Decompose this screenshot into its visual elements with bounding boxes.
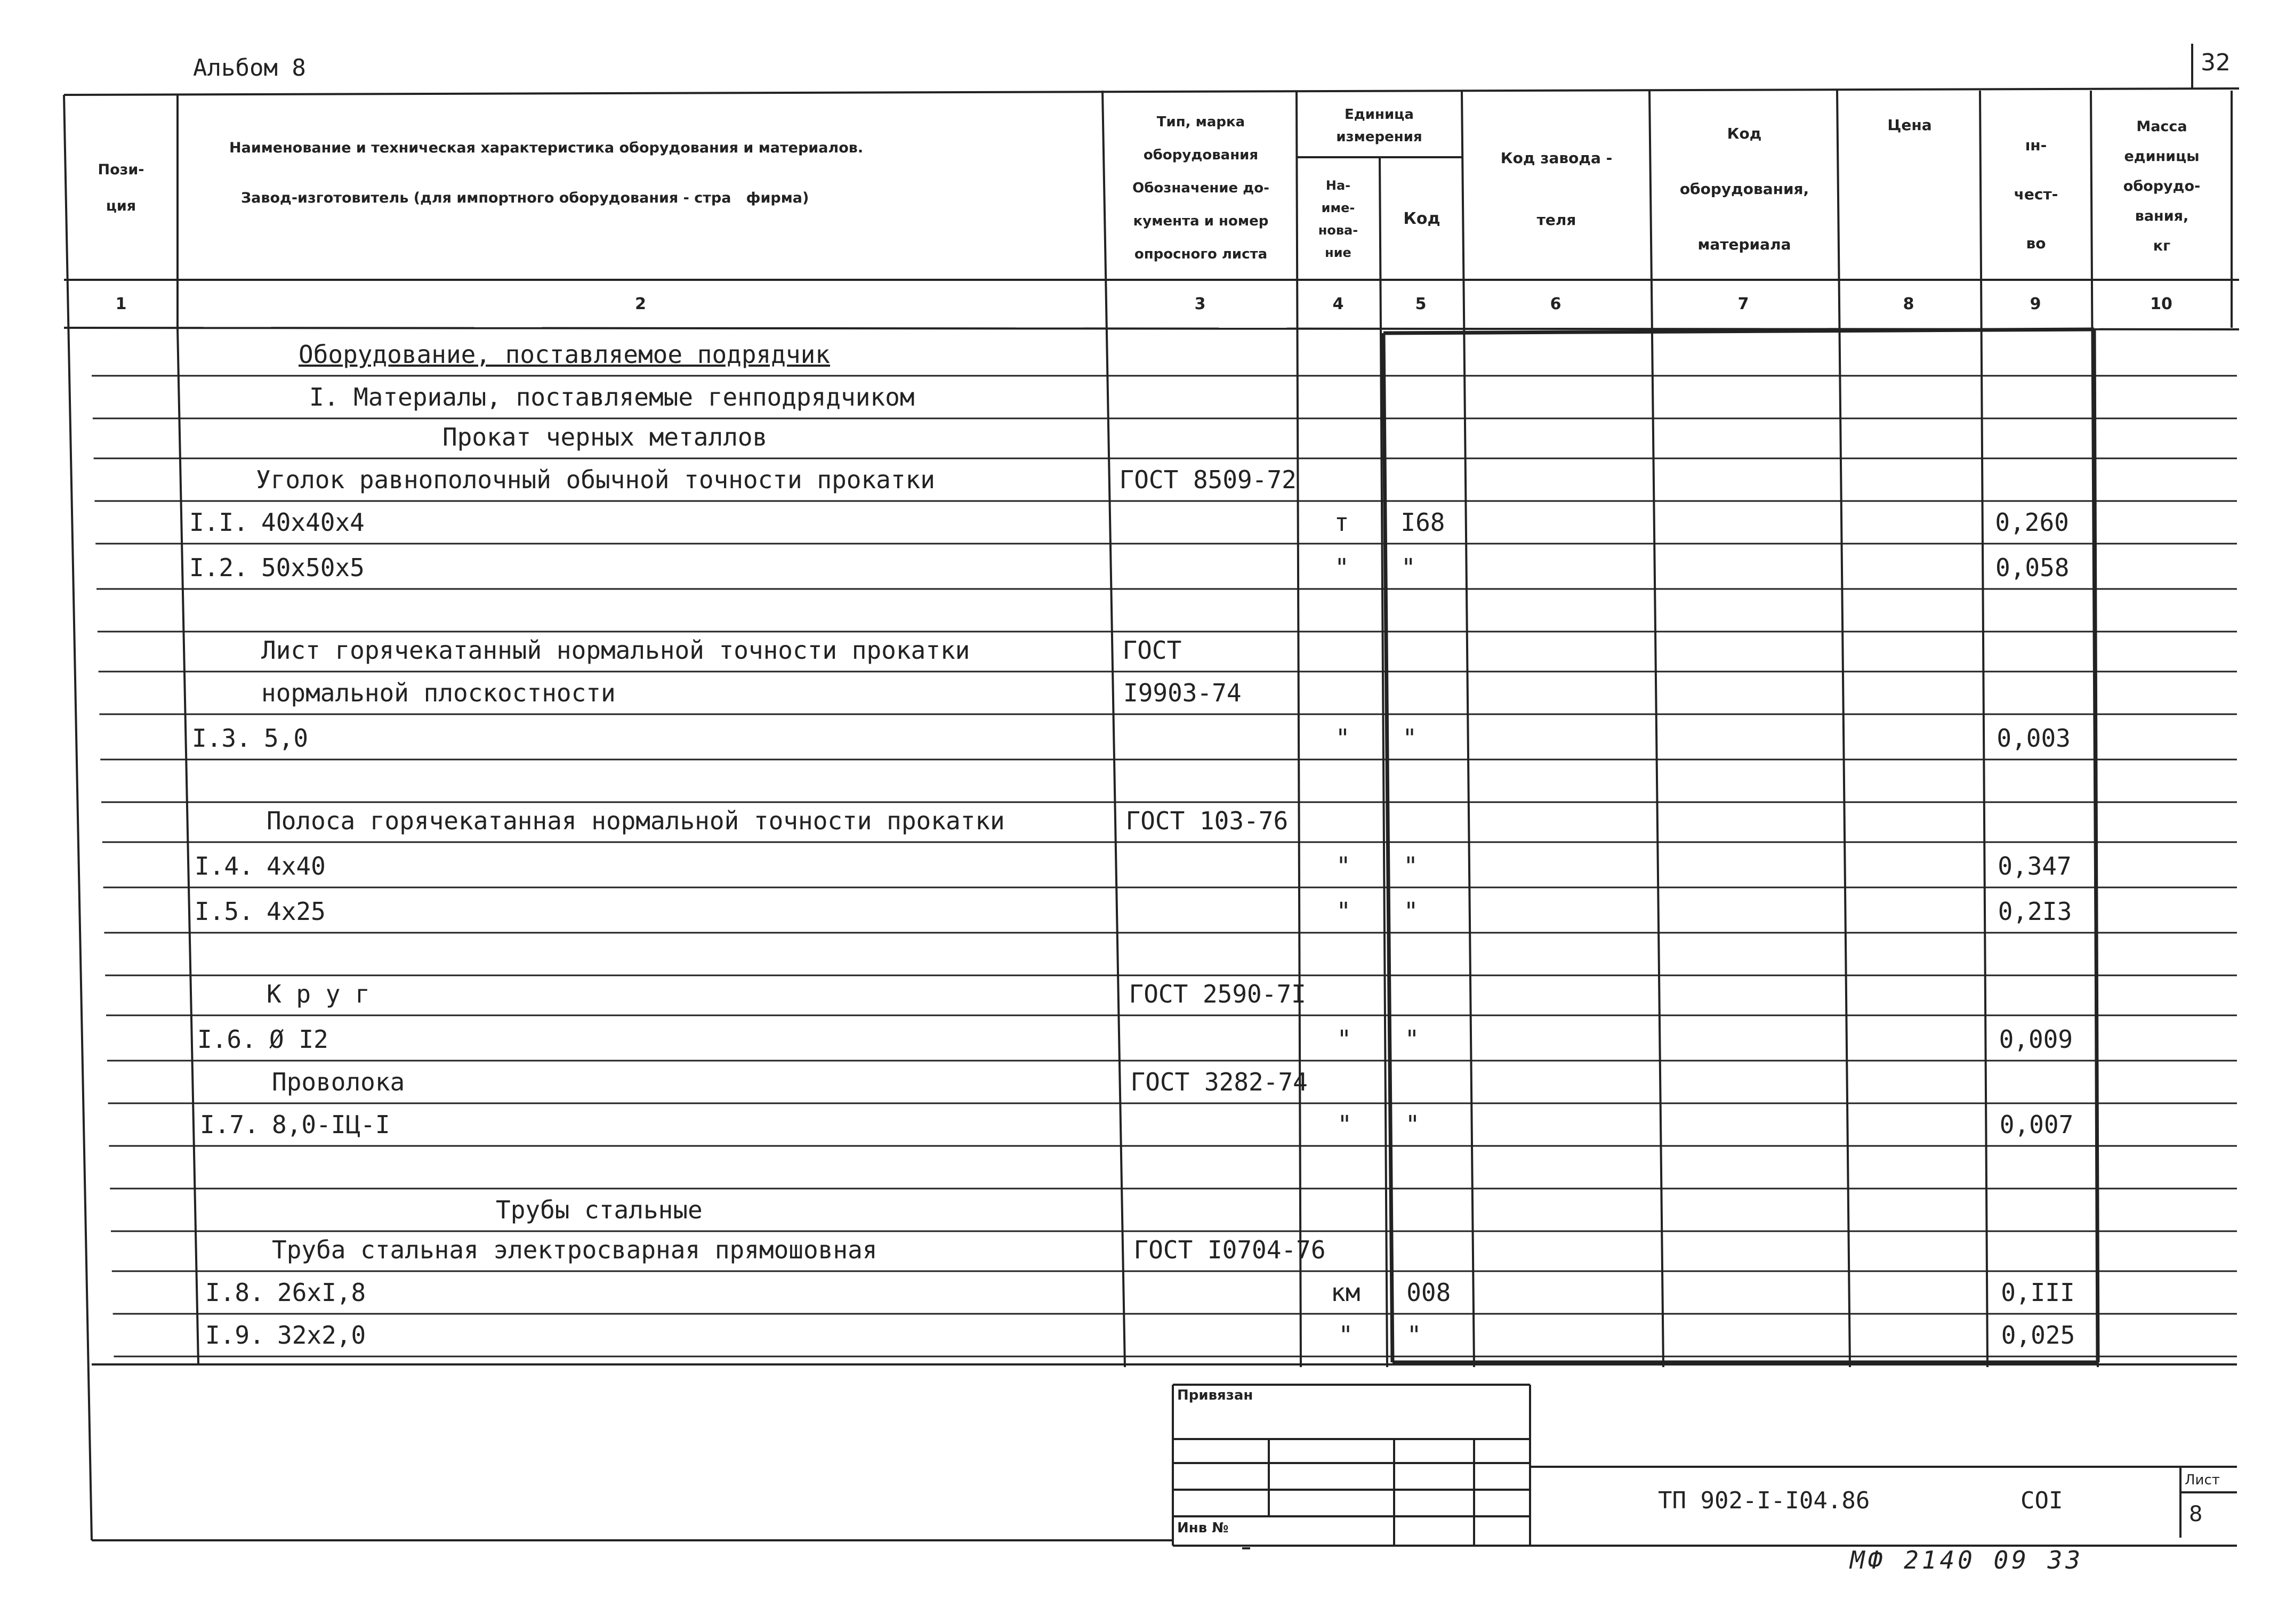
table-row [0, 890, 2286, 933]
table-row [0, 546, 2286, 589]
row-quantity: 0,003 [1997, 724, 2071, 753]
table-row [0, 717, 2286, 760]
row-unit [1328, 416, 1355, 458]
header-type: Тип, марка оборудования Обозначение до- кумента и номер опросного листа [1132, 114, 1269, 262]
table-row [0, 333, 2286, 376]
table-row [0, 1314, 2286, 1356]
col-number-10: 10 [2150, 295, 2172, 313]
table-row [0, 1018, 2286, 1061]
row-unit-code: " [1406, 1321, 1422, 1350]
header-unit-name: На- име- нова- ние [1318, 177, 1358, 260]
table-row [0, 458, 2286, 501]
header-factory-code: Код завода - теля [1500, 149, 1613, 229]
row-unit-code: " [1401, 553, 1416, 582]
row-unit-code: " [1403, 852, 1418, 880]
row-name: Оборудование, поставляемое подрядчик [299, 340, 830, 369]
table-row [0, 760, 2286, 802]
table-row [0, 501, 2286, 544]
row-position: I.7. [200, 1110, 259, 1139]
row-unit-code: " [1404, 1025, 1420, 1054]
row-unit: " [1338, 1321, 1354, 1350]
header-unit: Единица измерения [1336, 107, 1422, 145]
stamp-inv-label: Инв № [1177, 1520, 1229, 1536]
row-unit [1329, 672, 1356, 714]
col-number-4: 4 [1332, 295, 1344, 313]
row-name: Прокат черных металлов [442, 423, 768, 451]
table-row [0, 589, 2286, 632]
row-quantity: 0,009 [1999, 1025, 2073, 1054]
table-row [0, 672, 2286, 714]
table-row [0, 799, 2286, 842]
row-document: ГОСТ 3282-74 [1130, 1068, 1308, 1096]
header-name-line2: Завод-изготовитель (для импортного оборудования - стра фирма) [241, 190, 809, 206]
row-unit [1332, 1229, 1358, 1271]
row-name: 8,0-IЦ-I [272, 1110, 390, 1139]
col-number-2: 2 [635, 295, 646, 313]
row-unit [1332, 1146, 1358, 1189]
row-unit [1331, 1061, 1358, 1103]
row-unit-code: " [1405, 1110, 1420, 1139]
table-row [0, 1103, 2286, 1146]
row-quantity: 0,260 [1995, 508, 2069, 537]
stamp-section: COI [2021, 1487, 2063, 1514]
row-position: I.4. [195, 852, 254, 880]
row-name: нормальной плоскостности [261, 678, 616, 707]
row-unit: км [1331, 1278, 1361, 1307]
row-position: I.I. [189, 508, 248, 537]
table-row [0, 845, 2286, 887]
row-name: Уголок равнополочный обычной точности прокатки [256, 465, 935, 494]
table-row [0, 933, 2286, 975]
col-number-3: 3 [1194, 295, 1206, 313]
row-unit: т [1334, 508, 1349, 537]
row-document: ГОСТ [1122, 636, 1182, 665]
album-label: Альбом 8 [193, 54, 306, 82]
table-row [0, 1271, 2286, 1314]
row-name: 32x2,0 [277, 1321, 366, 1350]
row-unit [1332, 1189, 1358, 1231]
header-name-line1: Наименование и техническая характеристика оборудования и материалов. [229, 140, 864, 156]
row-quantity: 0,347 [1998, 852, 2072, 880]
header-equipment-code: Код оборудования, материала [1679, 125, 1809, 253]
row-name: 26xI,8 [277, 1278, 366, 1307]
header-unit-code: Код [1403, 209, 1440, 228]
stamp-bound-label: Привязан [1177, 1387, 1253, 1403]
row-document: ГОСТ I0704-76 [1133, 1235, 1326, 1264]
row-position: I.3. [192, 724, 251, 753]
col-number-8: 8 [1903, 295, 1914, 313]
row-position: I.8. [205, 1278, 264, 1307]
row-unit [1331, 933, 1357, 975]
row-unit: " [1337, 1110, 1353, 1139]
row-unit [1327, 333, 1354, 376]
row-document: ГОСТ 2590-7I [1129, 980, 1306, 1008]
row-document: ГОСТ 8509-72 [1119, 465, 1297, 494]
row-unit [1327, 376, 1354, 418]
row-quantity: 0,2I3 [1998, 897, 2072, 926]
row-document: I9903-74 [1123, 678, 1242, 707]
row-unit [1328, 458, 1355, 501]
row-unit: " [1337, 1025, 1352, 1054]
row-position: I.2. [189, 553, 248, 582]
col-number-9: 9 [2030, 295, 2041, 313]
row-unit [1329, 589, 1355, 632]
row-unit-code: " [1403, 897, 1419, 926]
row-name: К р у г [267, 980, 370, 1008]
row-unit: " [1336, 897, 1351, 926]
row-unit-code: 008 [1406, 1278, 1451, 1307]
row-unit: " [1334, 553, 1349, 582]
row-unit-code: I68 [1400, 508, 1445, 537]
table-row [0, 1189, 2286, 1231]
table-row [0, 1229, 2286, 1271]
row-name: 4x40 [267, 852, 326, 880]
row-name: 50x50x5 [261, 553, 365, 582]
table-row [0, 416, 2286, 458]
row-quantity: 0,III [2001, 1278, 2075, 1307]
row-name: Трубы стальные [496, 1195, 703, 1224]
table-row [0, 973, 2286, 1015]
row-name: Проволока [272, 1068, 405, 1096]
page-number: 32 [2201, 49, 2231, 76]
row-name: Труба стальная электросварная прямошовная [272, 1235, 878, 1264]
table-row [0, 1146, 2286, 1189]
header-price: Цена [1887, 116, 1932, 134]
row-name: Ø I2 [269, 1025, 328, 1054]
row-position: I.9. [205, 1321, 264, 1350]
table-row [0, 1061, 2286, 1103]
col-number-1: 1 [115, 295, 127, 313]
row-unit [1330, 799, 1356, 842]
row-unit: " [1335, 724, 1350, 753]
stamp-document-code: ТП 902-I-I04.86 [1658, 1487, 1870, 1514]
row-unit [1331, 973, 1357, 1015]
row-name: 40x40x4 [261, 508, 365, 537]
row-quantity: 0,058 [1995, 553, 2070, 582]
table-row [0, 629, 2286, 672]
header-position: Пози- ция [98, 161, 144, 214]
row-name: Лист горячекатанный нормальной точности прокатки [261, 636, 970, 665]
header-mass: Масса единицы оборудо- вания, кг [2123, 118, 2201, 254]
header-quantity: ıн- чест- во [2014, 136, 2058, 252]
row-position: I.6. [197, 1025, 256, 1054]
col-number-7: 7 [1737, 295, 1749, 313]
row-name: 4x25 [267, 897, 326, 926]
row-unit: " [1335, 852, 1351, 880]
row-unit [1330, 760, 1356, 802]
col-number-5: 5 [1415, 295, 1427, 313]
row-name: 5,0 [264, 724, 309, 753]
archive-number: МФ 2140 09 33 [1850, 1546, 2084, 1574]
row-quantity: 0,025 [2001, 1321, 2075, 1350]
stamp-sheet-number: 8 [2189, 1502, 2203, 1526]
row-position: I.5. [195, 897, 254, 926]
row-unit [1329, 629, 1356, 672]
row-name: I. Материалы, поставляемые генподрядчиком [309, 383, 915, 411]
row-unit-code: " [1402, 724, 1418, 753]
row-document: ГОСТ 103-76 [1125, 806, 1289, 835]
row-quantity: 0,007 [1999, 1110, 2074, 1139]
col-number-6: 6 [1550, 295, 1561, 313]
row-name: Полоса горячекатанная нормальной точности прокатки [267, 806, 1005, 835]
stamp-sheet-label: Лист [2185, 1472, 2220, 1488]
table-row [0, 376, 2286, 418]
